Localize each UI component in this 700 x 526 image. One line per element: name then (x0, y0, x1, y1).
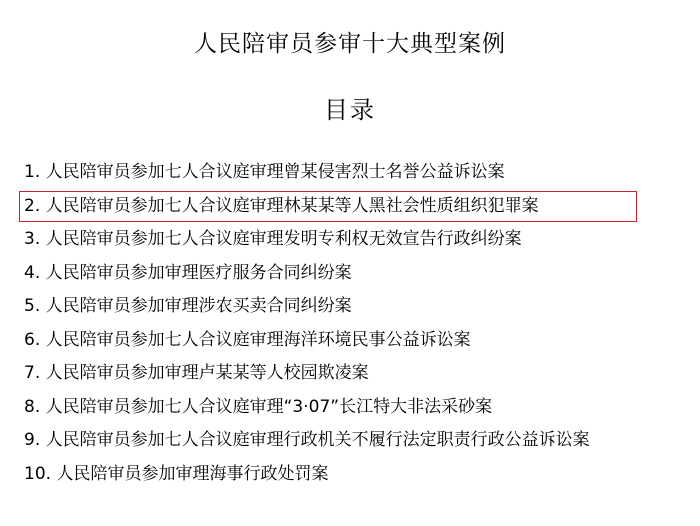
toc-item-5: 5. 人民陪审员参加审理涉农买卖合同纠纷案 (24, 296, 352, 316)
document-title: 人民陪审员参审十大典型案例 (194, 31, 506, 57)
toc-item-4: 4. 人民陪审员参加审理医疗服务合同纠纷案 (24, 262, 352, 283)
toc-item-7: 7. 人民陪审员参加审理卢某某等人校园欺凌案 (24, 363, 369, 383)
toc-item-10: 10. 人民陪审员参加审理海事行政处罚案 (24, 463, 329, 484)
toc-item-2-highlighted: 2. 人民陪审员参加七人合议庭审理林某某等人黑社会性质组织犯罪案 (18, 190, 638, 224)
toc-item-9: 9. 人民陪审员参加七人合议庭审理行政机关不履行法定职责行政公益诉讼案 (24, 430, 590, 450)
toc-item-6: 6. 人民陪审员参加七人合议庭审理海洋环境民事公益诉讼案 (24, 329, 471, 350)
toc-item-1: 1. 人民陪审员参加七人合议庭审理曾某侵害烈士名誉公益诉讼案 (24, 162, 505, 182)
toc-item-8: 8. 人民陪审员参加七人合议庭审理“3·07”长江特大非法采砂案 (24, 396, 493, 417)
table-of-contents-heading: 目录 (324, 96, 376, 124)
toc-item-3: 3. 人民陪审员参加七人合议庭审理发明专利权无效宣告行政纠纷案 (24, 229, 522, 249)
table-of-contents-list (24, 156, 694, 491)
